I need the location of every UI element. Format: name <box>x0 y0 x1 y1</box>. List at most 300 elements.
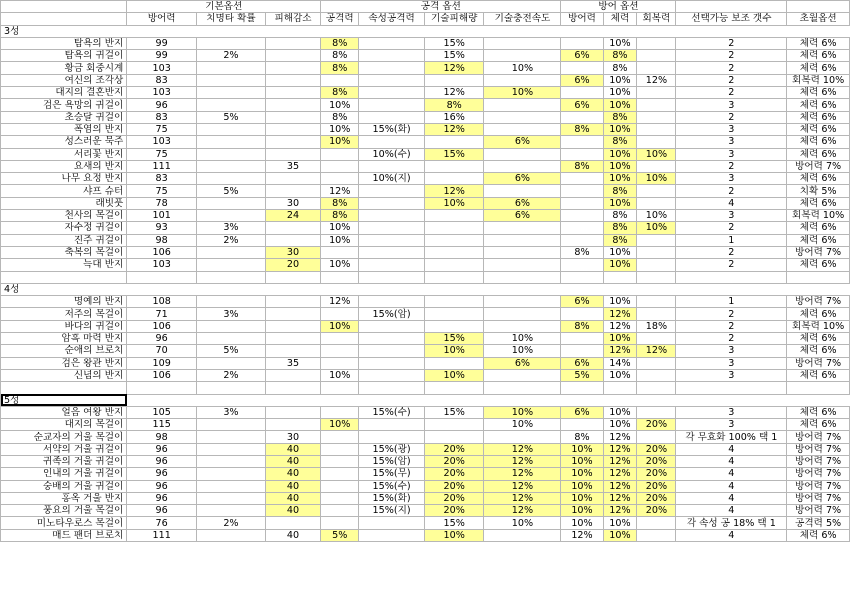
empty-cell[interactable] <box>197 271 266 283</box>
stat-cell[interactable]: 체력 6% <box>787 529 850 541</box>
stat-cell[interactable]: 6% <box>484 210 561 222</box>
stat-cell[interactable] <box>265 185 320 197</box>
stat-cell[interactable] <box>424 320 484 332</box>
stat-cell[interactable] <box>197 333 266 345</box>
stat-cell[interactable] <box>637 37 676 49</box>
stat-cell[interactable]: 3 <box>676 123 787 135</box>
empty-cell[interactable] <box>484 394 561 406</box>
empty-cell[interactable] <box>637 271 676 283</box>
stat-cell[interactable] <box>484 320 561 332</box>
stat-cell[interactable]: 4 <box>676 197 787 209</box>
stat-cell[interactable] <box>637 111 676 123</box>
stat-cell[interactable] <box>424 431 484 443</box>
stat-cell[interactable]: 6% <box>561 99 603 111</box>
stat-cell[interactable]: 2% <box>197 517 266 529</box>
stat-cell[interactable]: 96 <box>127 443 197 455</box>
empty-cell[interactable] <box>787 283 850 295</box>
stat-cell[interactable] <box>359 246 425 258</box>
empty-cell[interactable] <box>637 394 676 406</box>
stat-cell[interactable]: 2 <box>676 111 787 123</box>
stat-cell[interactable] <box>359 210 425 222</box>
stat-cell[interactable] <box>197 455 266 467</box>
stat-cell[interactable] <box>359 529 425 541</box>
stat-cell[interactable] <box>265 62 320 74</box>
item-name[interactable]: 대지의 결혼반지 <box>1 87 127 99</box>
stat-cell[interactable] <box>359 259 425 271</box>
stat-cell[interactable] <box>265 333 320 345</box>
item-name[interactable]: 암흑 마력 반지 <box>1 333 127 345</box>
stat-cell[interactable]: 2 <box>676 74 787 86</box>
stat-cell[interactable]: 40 <box>265 492 320 504</box>
stat-cell[interactable] <box>265 99 320 111</box>
empty-cell[interactable] <box>603 271 637 283</box>
stat-cell[interactable]: 15% <box>424 37 484 49</box>
stat-cell[interactable]: 5% <box>321 529 359 541</box>
stat-cell[interactable]: 10% <box>561 443 603 455</box>
stat-cell[interactable]: 10% <box>603 87 637 99</box>
stat-cell[interactable]: 40 <box>265 505 320 517</box>
stat-cell[interactable]: 6% <box>561 357 603 369</box>
stat-cell[interactable] <box>359 345 425 357</box>
stat-cell[interactable]: 35 <box>265 357 320 369</box>
header-blank-cell[interactable] <box>676 1 787 13</box>
stat-cell[interactable]: 6% <box>561 406 603 418</box>
stat-cell[interactable]: 20% <box>637 492 676 504</box>
empty-cell[interactable] <box>676 382 787 394</box>
stat-cell[interactable]: 치확 5% <box>787 185 850 197</box>
stat-cell[interactable] <box>265 345 320 357</box>
stat-cell[interactable]: 30 <box>265 431 320 443</box>
stat-cell[interactable] <box>321 173 359 185</box>
stat-cell[interactable]: 3 <box>676 406 787 418</box>
stat-cell[interactable] <box>484 160 561 172</box>
section-title[interactable]: 4성 <box>1 283 127 295</box>
empty-cell[interactable] <box>676 283 787 295</box>
stat-cell[interactable] <box>484 148 561 160</box>
stat-cell[interactable]: 3% <box>197 222 266 234</box>
stat-cell[interactable] <box>321 468 359 480</box>
header-blank-cell[interactable] <box>1 13 127 25</box>
stat-cell[interactable] <box>265 123 320 135</box>
stat-cell[interactable]: 10% <box>603 123 637 135</box>
stat-cell[interactable] <box>321 431 359 443</box>
stat-cell[interactable]: 16% <box>424 111 484 123</box>
stat-cell[interactable]: 15%(화) <box>359 123 425 135</box>
stat-cell[interactable]: 15% <box>424 517 484 529</box>
stat-cell[interactable]: 체력 6% <box>787 259 850 271</box>
stat-cell[interactable]: 10% <box>561 505 603 517</box>
item-name[interactable]: 늑대 반지 <box>1 259 127 271</box>
stat-cell[interactable] <box>197 197 266 209</box>
stat-cell[interactable] <box>321 406 359 418</box>
stat-cell[interactable] <box>424 136 484 148</box>
stat-cell[interactable]: 4 <box>676 505 787 517</box>
stat-cell[interactable]: 76 <box>127 517 197 529</box>
empty-cell[interactable] <box>676 25 787 37</box>
stat-cell[interactable]: 회복력 10% <box>787 74 850 86</box>
empty-cell[interactable] <box>676 394 787 406</box>
stat-cell[interactable] <box>561 234 603 246</box>
stat-cell[interactable]: 12% <box>484 505 561 517</box>
stat-cell[interactable]: 96 <box>127 505 197 517</box>
stat-cell[interactable] <box>197 173 266 185</box>
stat-cell[interactable] <box>321 443 359 455</box>
stat-cell[interactable] <box>321 505 359 517</box>
stat-cell[interactable]: 75 <box>127 148 197 160</box>
stat-cell[interactable] <box>484 308 561 320</box>
item-name[interactable]: 탐욕의 반지 <box>1 37 127 49</box>
stat-cell[interactable]: 10% <box>603 74 637 86</box>
stat-cell[interactable]: 15% <box>424 148 484 160</box>
stat-cell[interactable]: 15%(수) <box>359 406 425 418</box>
stat-cell[interactable] <box>637 431 676 443</box>
empty-cell[interactable] <box>787 25 850 37</box>
stat-cell[interactable]: 12% <box>424 185 484 197</box>
stat-cell[interactable] <box>637 369 676 381</box>
stat-cell[interactable] <box>359 87 425 99</box>
section-title[interactable]: 3성 <box>1 25 127 37</box>
stat-cell[interactable] <box>265 406 320 418</box>
stat-cell[interactable]: 12% <box>637 74 676 86</box>
stat-cell[interactable]: 40 <box>265 529 320 541</box>
empty-cell[interactable] <box>424 271 484 283</box>
column-header[interactable]: 초월옵션 <box>787 13 850 25</box>
stat-cell[interactable]: 방어력 7% <box>787 431 850 443</box>
stat-cell[interactable] <box>561 259 603 271</box>
column-header[interactable]: 선택가능 보조 갯수 <box>676 13 787 25</box>
stat-cell[interactable]: 8% <box>603 111 637 123</box>
stat-cell[interactable] <box>265 234 320 246</box>
item-name[interactable]: 래빗풋 <box>1 197 127 209</box>
empty-cell[interactable] <box>321 25 359 37</box>
stat-cell[interactable]: 5% <box>197 111 266 123</box>
stat-cell[interactable]: 10% <box>321 419 359 431</box>
stat-cell[interactable]: 40 <box>265 480 320 492</box>
stat-cell[interactable] <box>424 234 484 246</box>
stat-cell[interactable]: 20% <box>424 455 484 467</box>
empty-cell[interactable] <box>484 382 561 394</box>
column-header[interactable]: 공격력 <box>321 13 359 25</box>
stat-cell[interactable] <box>637 87 676 99</box>
empty-cell[interactable] <box>127 271 197 283</box>
stat-cell[interactable]: 8% <box>603 62 637 74</box>
stat-cell[interactable]: 8% <box>603 185 637 197</box>
stat-cell[interactable] <box>561 222 603 234</box>
stat-cell[interactable]: 15% <box>424 406 484 418</box>
stat-cell[interactable] <box>637 333 676 345</box>
stat-cell[interactable]: 75 <box>127 185 197 197</box>
stat-cell[interactable]: 18% <box>637 320 676 332</box>
empty-cell[interactable] <box>321 283 359 295</box>
stat-cell[interactable]: 101 <box>127 210 197 222</box>
stat-cell[interactable]: 10% <box>484 333 561 345</box>
stat-cell[interactable]: 96 <box>127 99 197 111</box>
stat-cell[interactable] <box>424 246 484 258</box>
stat-cell[interactable] <box>484 111 561 123</box>
stat-cell[interactable]: 108 <box>127 296 197 308</box>
empty-cell[interactable] <box>561 394 603 406</box>
stat-cell[interactable]: 10% <box>603 197 637 209</box>
item-name[interactable]: 초승달 귀걸이 <box>1 111 127 123</box>
empty-cell[interactable] <box>197 283 266 295</box>
stat-cell[interactable] <box>359 333 425 345</box>
stat-cell[interactable]: 20 <box>265 259 320 271</box>
stat-cell[interactable] <box>265 296 320 308</box>
empty-cell[interactable] <box>603 25 637 37</box>
stat-cell[interactable]: 12% <box>603 468 637 480</box>
stat-cell[interactable]: 12% <box>561 529 603 541</box>
stat-cell[interactable]: 체력 6% <box>787 62 850 74</box>
stat-cell[interactable]: 10% <box>637 210 676 222</box>
stat-cell[interactable]: 체력 6% <box>787 148 850 160</box>
stat-cell[interactable]: 20% <box>637 505 676 517</box>
empty-cell[interactable] <box>561 25 603 37</box>
stat-cell[interactable]: 8% <box>321 50 359 62</box>
stat-cell[interactable]: 10% <box>321 259 359 271</box>
header-blank-cell[interactable] <box>1 1 127 13</box>
stat-cell[interactable]: 15%(수) <box>359 480 425 492</box>
empty-cell[interactable] <box>127 283 197 295</box>
stat-cell[interactable]: 10% <box>321 123 359 135</box>
stat-cell[interactable]: 10% <box>321 320 359 332</box>
stat-cell[interactable]: 8% <box>561 123 603 135</box>
stat-cell[interactable] <box>359 320 425 332</box>
stat-cell[interactable]: 3 <box>676 173 787 185</box>
stat-cell[interactable]: 5% <box>561 369 603 381</box>
item-name[interactable]: 검은 왕관 반지 <box>1 357 127 369</box>
column-header[interactable]: 치명타 확률 <box>197 13 266 25</box>
stat-cell[interactable] <box>265 517 320 529</box>
stat-cell[interactable] <box>359 369 425 381</box>
stat-cell[interactable] <box>637 308 676 320</box>
stat-cell[interactable]: 98 <box>127 234 197 246</box>
item-name[interactable]: 자수정 귀걸이 <box>1 222 127 234</box>
stat-cell[interactable]: 8% <box>424 99 484 111</box>
stat-cell[interactable]: 5% <box>197 345 266 357</box>
group-header-basic[interactable]: 기본옵션 <box>127 1 321 13</box>
item-name[interactable]: 순애의 브로치 <box>1 345 127 357</box>
stat-cell[interactable]: 방어력 7% <box>787 246 850 258</box>
stat-cell[interactable]: 10% <box>484 87 561 99</box>
stat-cell[interactable]: 10% <box>561 517 603 529</box>
stat-cell[interactable]: 20% <box>424 492 484 504</box>
stat-cell[interactable] <box>561 136 603 148</box>
stat-cell[interactable]: 12% <box>603 480 637 492</box>
stat-cell[interactable]: 3 <box>676 369 787 381</box>
stat-cell[interactable] <box>359 185 425 197</box>
stat-cell[interactable] <box>197 136 266 148</box>
stat-cell[interactable] <box>359 50 425 62</box>
stat-cell[interactable]: 10% <box>603 259 637 271</box>
stat-cell[interactable]: 2 <box>676 308 787 320</box>
empty-cell[interactable] <box>484 25 561 37</box>
stat-cell[interactable] <box>484 246 561 258</box>
stat-cell[interactable]: 12% <box>603 431 637 443</box>
stat-cell[interactable]: 6% <box>561 50 603 62</box>
empty-cell[interactable] <box>321 394 359 406</box>
stat-cell[interactable]: 5% <box>197 185 266 197</box>
stat-cell[interactable]: 40 <box>265 443 320 455</box>
stat-cell[interactable]: 8% <box>321 62 359 74</box>
stat-cell[interactable] <box>197 296 266 308</box>
stat-cell[interactable] <box>484 123 561 135</box>
stat-cell[interactable]: 10% <box>603 296 637 308</box>
stat-cell[interactable] <box>637 259 676 271</box>
empty-cell[interactable] <box>424 25 484 37</box>
stat-cell[interactable] <box>561 419 603 431</box>
stat-cell[interactable]: 12% <box>321 296 359 308</box>
stat-cell[interactable] <box>637 160 676 172</box>
item-name[interactable]: 여신의 조각상 <box>1 74 127 86</box>
stat-cell[interactable] <box>561 185 603 197</box>
stat-cell[interactable]: 10% <box>603 99 637 111</box>
stat-cell[interactable]: 8% <box>603 222 637 234</box>
empty-cell[interactable] <box>484 283 561 295</box>
group-header-attack[interactable]: 공격 옵션 <box>321 1 561 13</box>
stat-cell[interactable]: 10%(수) <box>359 148 425 160</box>
stat-cell[interactable] <box>197 505 266 517</box>
item-name[interactable]: 풍요의 거울 목걸이 <box>1 505 127 517</box>
stat-cell[interactable] <box>321 246 359 258</box>
stat-cell[interactable] <box>561 37 603 49</box>
stat-cell[interactable] <box>265 173 320 185</box>
stat-cell[interactable]: 4 <box>676 480 787 492</box>
stat-cell[interactable]: 71 <box>127 308 197 320</box>
stat-cell[interactable] <box>424 74 484 86</box>
stat-cell[interactable] <box>265 308 320 320</box>
empty-cell[interactable] <box>424 382 484 394</box>
stat-cell[interactable]: 공격력 5% <box>787 517 850 529</box>
stat-cell[interactable] <box>359 197 425 209</box>
stat-cell[interactable] <box>197 123 266 135</box>
stat-cell[interactable]: 99 <box>127 37 197 49</box>
stat-cell[interactable] <box>359 160 425 172</box>
stat-cell[interactable]: 83 <box>127 74 197 86</box>
column-header[interactable]: 방어력 <box>127 13 197 25</box>
stat-cell[interactable]: 4 <box>676 443 787 455</box>
empty-cell[interactable] <box>787 382 850 394</box>
stat-cell[interactable]: 20% <box>424 468 484 480</box>
stat-cell[interactable]: 체력 6% <box>787 173 850 185</box>
stat-cell[interactable] <box>484 185 561 197</box>
stat-cell[interactable]: 10% <box>561 492 603 504</box>
stat-cell[interactable]: 99 <box>127 50 197 62</box>
stat-cell[interactable] <box>321 455 359 467</box>
stat-cell[interactable] <box>561 173 603 185</box>
stat-cell[interactable]: 6% <box>561 74 603 86</box>
stat-cell[interactable]: 2 <box>676 62 787 74</box>
item-name[interactable]: 순교자의 거울 목걸이 <box>1 431 127 443</box>
stat-cell[interactable]: 106 <box>127 369 197 381</box>
stat-cell[interactable]: 8% <box>321 197 359 209</box>
empty-cell[interactable] <box>424 283 484 295</box>
stat-cell[interactable]: 10% <box>484 62 561 74</box>
stat-cell[interactable] <box>637 246 676 258</box>
stat-cell[interactable]: 4 <box>676 529 787 541</box>
stat-cell[interactable] <box>265 148 320 160</box>
item-name[interactable]: 매드 팬더 브로치 <box>1 529 127 541</box>
stat-cell[interactable]: 3 <box>676 136 787 148</box>
stat-cell[interactable]: 15%(암) <box>359 308 425 320</box>
stat-cell[interactable]: 2% <box>197 369 266 381</box>
stat-cell[interactable]: 10% <box>321 136 359 148</box>
stat-cell[interactable]: 10% <box>424 345 484 357</box>
stat-cell[interactable]: 체력 6% <box>787 419 850 431</box>
stat-cell[interactable] <box>637 517 676 529</box>
stat-cell[interactable] <box>197 443 266 455</box>
item-name[interactable]: 미노타우로스 목걸이 <box>1 517 127 529</box>
item-name[interactable]: 진주 귀걸이 <box>1 234 127 246</box>
stat-cell[interactable] <box>484 529 561 541</box>
stat-cell[interactable] <box>197 492 266 504</box>
empty-cell[interactable] <box>265 25 320 37</box>
empty-cell[interactable] <box>359 283 425 295</box>
stat-cell[interactable]: 체력 6% <box>787 197 850 209</box>
stat-cell[interactable]: 체력 6% <box>787 345 850 357</box>
stat-cell[interactable] <box>637 136 676 148</box>
stat-cell[interactable]: 10% <box>603 37 637 49</box>
stat-cell[interactable]: 24 <box>265 210 320 222</box>
stat-cell[interactable]: 4 <box>676 468 787 480</box>
stat-cell[interactable]: 83 <box>127 111 197 123</box>
stat-cell[interactable]: 2 <box>676 185 787 197</box>
empty-cell[interactable] <box>561 271 603 283</box>
stat-cell[interactable]: 40 <box>265 468 320 480</box>
stat-cell[interactable]: 회복력 10% <box>787 210 850 222</box>
empty-cell[interactable] <box>265 283 320 295</box>
stat-cell[interactable] <box>561 62 603 74</box>
stat-cell[interactable] <box>265 419 320 431</box>
empty-cell[interactable] <box>484 271 561 283</box>
stat-cell[interactable] <box>265 369 320 381</box>
empty-cell[interactable] <box>1 382 127 394</box>
item-name[interactable]: 황금 회중시계 <box>1 62 127 74</box>
empty-cell[interactable] <box>197 25 266 37</box>
stat-cell[interactable]: 12% <box>484 468 561 480</box>
stat-cell[interactable] <box>197 210 266 222</box>
empty-cell[interactable] <box>197 382 266 394</box>
empty-cell[interactable] <box>561 283 603 295</box>
item-name[interactable]: 숭배의 거울 귀걸이 <box>1 480 127 492</box>
stat-cell[interactable]: 8% <box>561 431 603 443</box>
stat-cell[interactable]: 8% <box>603 210 637 222</box>
stat-cell[interactable] <box>359 222 425 234</box>
stat-cell[interactable]: 12% <box>603 308 637 320</box>
stat-cell[interactable] <box>265 111 320 123</box>
stat-cell[interactable]: 20% <box>637 480 676 492</box>
stat-cell[interactable]: 12% <box>603 320 637 332</box>
stat-cell[interactable] <box>484 37 561 49</box>
empty-cell[interactable] <box>359 394 425 406</box>
stat-cell[interactable] <box>197 419 266 431</box>
stat-cell[interactable] <box>321 492 359 504</box>
stat-cell[interactable] <box>561 111 603 123</box>
stat-cell[interactable] <box>424 160 484 172</box>
stat-cell[interactable]: 3 <box>676 419 787 431</box>
empty-cell[interactable] <box>359 271 425 283</box>
stat-cell[interactable]: 체력 6% <box>787 87 850 99</box>
stat-cell[interactable]: 20% <box>424 505 484 517</box>
stat-cell[interactable]: 체력 6% <box>787 99 850 111</box>
stat-cell[interactable] <box>359 99 425 111</box>
stat-cell[interactable]: 10% <box>424 369 484 381</box>
item-name[interactable]: 요새의 반지 <box>1 160 127 172</box>
stat-cell[interactable]: 체력 6% <box>787 308 850 320</box>
column-header[interactable]: 기술충전속도 <box>484 13 561 25</box>
empty-cell[interactable] <box>637 283 676 295</box>
stat-cell[interactable]: 체력 6% <box>787 136 850 148</box>
item-name[interactable]: 명예의 반지 <box>1 296 127 308</box>
